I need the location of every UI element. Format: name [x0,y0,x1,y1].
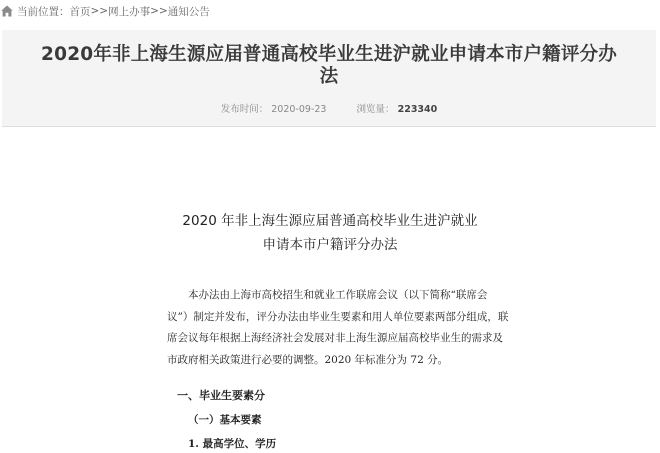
article-title-line: 法 [319,66,339,87]
breadcrumb-current-link[interactable]: 通知公告 [167,5,210,18]
breadcrumb-prefix: 当前位置： [17,5,70,18]
document-body [0,126,660,453]
article-title [2,44,656,88]
paragraph-line: 议”）制定并发布，评分办法由毕业生要素和用人单位要素两部分组成，联 [167,310,509,323]
section-heading: 一、毕业生要素分 [177,389,265,402]
item-heading: 1. 最高学位、学历 [188,438,277,450]
paragraph-line: 席会议每年根据上海经济社会发展对非上海生源应届高校毕业生的需求及 [167,332,503,344]
publish-date: 2020-09-23 [271,104,327,115]
paragraph-line: 市政府相关政策进行必要的调整。2020 年标准分为 72 分。 [167,353,449,366]
views-count: 223340 [397,104,438,115]
breadcrumb-separator: >> [150,5,168,17]
breadcrumb-home-link[interactable]: 首页 [69,5,91,18]
document-title: 2020 年非上海生源应届普通高校毕业生进沪就业 [182,213,478,229]
home-icon [0,4,14,18]
breadcrumb-section-link[interactable]: 网上办事 [108,5,151,18]
article-title-line: 2020年非上海生源应届普通高校毕业生进沪就业申请本市户籍评分办 [41,44,617,65]
views-label: 浏览量： [356,104,395,115]
document-title: 申请本市户籍评分办法 [262,237,398,253]
article-meta [2,101,656,115]
breadcrumb [0,0,660,22]
intro-paragraph [167,285,647,371]
article-header [2,30,656,127]
breadcrumb-separator: >> [90,5,109,17]
publish-label: 发布时间： [220,104,269,115]
paragraph-line: 本办法由上海市高校招生和就业工作联席会议（以下简称“联席会 [188,289,488,301]
subsection-heading: （一）基本要素 [188,414,262,426]
